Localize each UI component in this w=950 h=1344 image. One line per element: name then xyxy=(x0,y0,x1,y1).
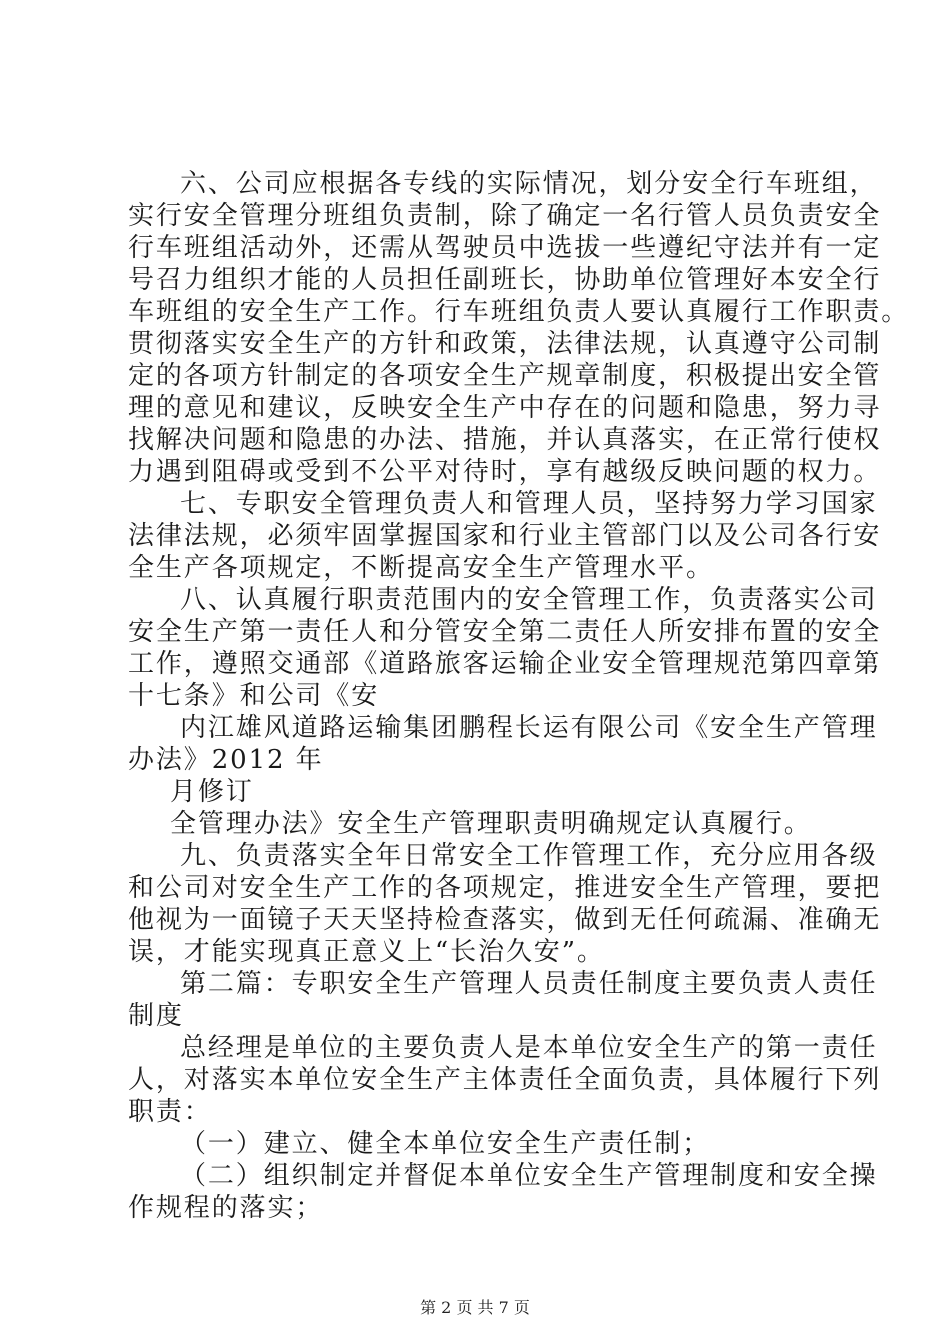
paragraph-line: 月修订 xyxy=(170,777,254,807)
paragraph-line: 和公司对安全生产工作的各项规定，推进安全生产管理，要把 xyxy=(128,873,882,903)
list-item-line: （二）组织制定并督促本单位安全生产管理制度和安全操 xyxy=(180,1161,878,1191)
paragraph-line: 他视为一面镜子天天坚持检查落实，做到无任何疏漏、准确无 xyxy=(128,905,882,935)
section-heading-line: 第二篇：专职安全生产管理人员责任制度主要负责人责任 xyxy=(180,969,878,999)
section-heading-line: 制度 xyxy=(128,1001,184,1031)
paragraph-line: 误，才能实现真正意义上“长治久安”。 xyxy=(128,937,605,967)
paragraph-line: 实行安全管理分班组负责制，除了确定一名行管人员负责安全 xyxy=(128,201,882,231)
paragraph-line: 六、公司应根据各专线的实际情况，划分安全行车班组， xyxy=(180,169,878,199)
paragraph-line: 工作，遵照交通部《道路旅客运输企业安全管理规范第四章第 xyxy=(128,649,882,679)
paragraph-line: 行车班组活动外，还需从驾驶员中选拔一些遵纪守法并有一定 xyxy=(128,233,882,263)
list-item-line: 作规程的落实； xyxy=(128,1193,324,1223)
paragraph-line: 找解决问题和隐患的办法、措施，并认真落实，在正常行使权 xyxy=(128,425,882,455)
paragraph-line: 法律法规，必须牢固掌握国家和行业主管部门以及公司各行安 xyxy=(128,521,882,551)
paragraph-line: 九、负责落实全年日常安全工作管理工作，充分应用各级 xyxy=(180,841,878,871)
paragraph-line: 力遇到阻碍或受到不公平对待时，享有越级反映问题的权力。 xyxy=(128,457,882,487)
paragraph-line: 贯彻落实安全生产的方针和政策，法律法规，认真遵守公司制 xyxy=(128,329,882,359)
paragraph-line: 七、专职安全管理负责人和管理人员，坚持努力学习国家 xyxy=(180,489,878,519)
list-item-line: （一）建立、健全本单位安全生产责任制； xyxy=(180,1129,711,1159)
paragraph-line: 定的各项方针制定的各项安全生产规章制度，积极提出安全管 xyxy=(128,361,882,391)
paragraph-line: 全管理办法》安全生产管理职责明确规定认真履行。 xyxy=(170,809,812,839)
paragraph-line: 办法》2012 年 xyxy=(128,745,324,775)
paragraph-line: 十七条》和公司《安 xyxy=(128,681,380,711)
paragraph-line: 车班组的安全生产工作。行车班组负责人要认真履行工作职责。 xyxy=(128,297,910,327)
paragraph-line: 安全生产第一责任人和分管安全第二责任人所安排布置的安全 xyxy=(128,617,882,647)
paragraph-line: 八、认真履行职责范围内的安全管理工作，负责落实公司 xyxy=(180,585,878,615)
paragraph-line: 理的意见和建议，反映安全生产中存在的问题和隐患，努力寻 xyxy=(128,393,882,423)
paragraph-line: 总经理是单位的主要负责人是本单位安全生产的第一责任 xyxy=(180,1033,878,1063)
paragraph-line: 人，对落实本单位安全生产主体责任全面负责，具体履行下列 xyxy=(128,1065,882,1095)
paragraph-line: 全生产各项规定，不断提高安全生产管理水平。 xyxy=(128,553,714,583)
page-number-footer: 第 2 页 共 7 页 xyxy=(420,1298,530,1317)
paragraph-line: 职责： xyxy=(128,1097,212,1127)
paragraph-line: 号召力组织才能的人员担任副班长，协助单位管理好本安全行 xyxy=(128,265,882,295)
document-body xyxy=(128,168,910,1224)
paragraph-line: 内江雄风道路运输集团鹏程长运有限公司《安全生产管理 xyxy=(180,713,878,743)
